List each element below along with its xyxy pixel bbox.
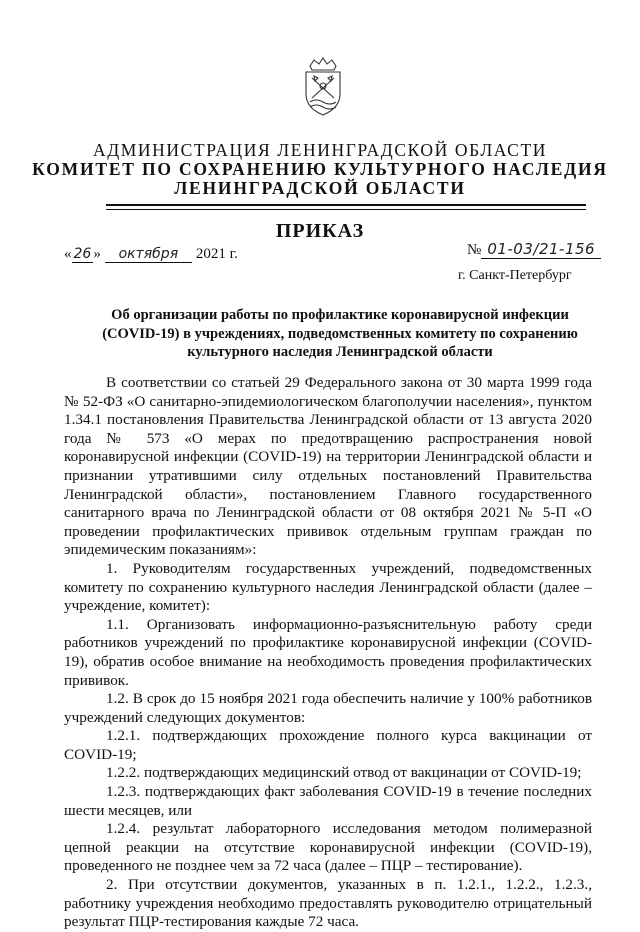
header-rule-thick (106, 204, 586, 206)
order-number (467, 240, 601, 259)
date-month: октября (105, 246, 193, 263)
date-year: 2021 г. (195, 246, 238, 262)
paragraph-preamble: В соответствии со статьей 29 Федерального закона от 30 марта 1999 года № 52-ФЗ «О санитарно-эпидемиологическом благополучии населения», пунктом 1.34.1 постановления Правительства Ленинградской области от 13 августа 2020 года № 573 «О мерах по предотвращению распространения новой коронавирусной инфекции (COVID-19) на территории Ленинградской области и признании утратившими силу отдельных постановлений Правительства Ленинградской области», постановлением Главного государственного санитарного врача по Ленинградской области от 08 октября 2021 № 5-П «О проведении профилактических прививок отдельным группам граждан по эпидемическим показаниям»: (64, 374, 592, 559)
committee-region: ЛЕНИНГРАДСКОЙ ОБЛАСТИ (174, 178, 466, 198)
date-day: 26 (73, 246, 92, 262)
committee-name: КОМИТЕТ ПО СОХРАНЕНИЮ КУЛЬТУРНОГО НАСЛЕДИЯ (32, 159, 608, 179)
order-city: г. Санкт-Петербург (458, 268, 572, 283)
paragraph-2: 2. При отсутствии документов, указанных в п. 1.2.1., 1.2.2., 1.2.3., работнику учреждения необходимо предоставлять руководителю отрицательный результат ПЦР-тестирования каждые 72 часа. (64, 876, 592, 931)
document-title: ПРИКАЗ (275, 220, 365, 242)
paragraph-1-2-1: 1.2.1. подтверждающих прохождение полного курса вакцинации от COVID-19; (64, 727, 592, 763)
header-rule-thin (106, 209, 586, 210)
paragraph-1-2: 1.2. В срок до 15 ноября 2021 года обеспечить наличие у 100% работников учреждений следующих документов: (64, 690, 592, 726)
paragraph-1-2-2: 1.2.2. подтверждающих медицинский отвод от вакцинации от COVID-19; (106, 764, 582, 782)
paragraph-1-1: 1.1. Организовать информационно-разъяснительную работу среди работников учреждений по профилактике коронавирусной инфекции (COVID-19), обратив особое внимание на необходимость проведения профилактических прививок. (64, 615, 592, 689)
paragraph-1-2-3: 1.2.3. подтверждающих факт заболевания COVID-19 в течение последних шести месяцев, или (64, 783, 592, 819)
date-open-quote: « (64, 246, 72, 262)
coat-of-arms-icon (298, 56, 348, 118)
number-value: 01-03/21-156 (481, 240, 601, 259)
date-close-quote: » (93, 246, 101, 262)
administration-name: АДМИНИСТРАЦИЯ ЛЕНИНГРАДСКОЙ ОБЛАСТИ (93, 140, 547, 160)
order-body (64, 374, 592, 932)
order-subject: Об организации работы по профилактике коронавирусной инфекции (COVID-19) в учреждениях, подведомственных комитету по сохранению культурного наследия Ленинградской области (102, 307, 578, 360)
number-prefix: № (467, 242, 482, 258)
paragraph-1-2-4: 1.2.4. результат лабораторного исследования методом полимеразной цепной реакции на отсутствие коронавирусной инфекции (COVID-19), проведенного не позднее чем за 72 часа (далее – ПЦР – тестирование). (64, 820, 592, 875)
order-date (64, 246, 238, 263)
paragraph-1: 1. Руководителям государственных учреждений, подведомственных комитету по сохранению культурного наследия Ленинградской области (далее – учреждение, комитет): (64, 559, 592, 615)
